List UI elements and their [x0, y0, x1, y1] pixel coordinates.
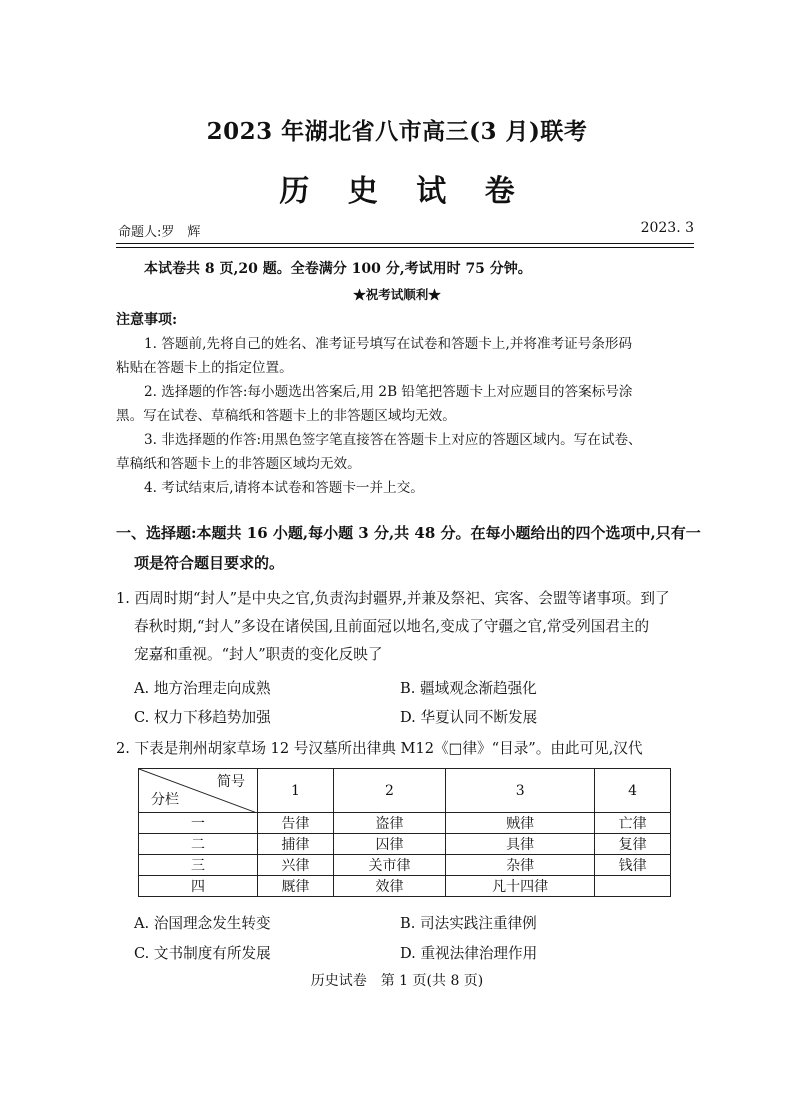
table-cell: 凡十四律: [446, 876, 595, 897]
table-cell: 厩律: [258, 876, 334, 897]
table-column-header: 2: [333, 769, 445, 813]
table-cell: 关市律: [333, 855, 445, 876]
corner-bottom-label: 分栏: [151, 792, 179, 808]
table-cell: 杂律: [446, 855, 595, 876]
header-rule-thick: [116, 243, 694, 244]
table-cell: 复律: [595, 834, 671, 855]
table-cell: 盗律: [333, 813, 445, 834]
table-cell: 具律: [446, 834, 595, 855]
row-label: 四: [139, 876, 258, 897]
table-cell: 亡律: [595, 813, 671, 834]
table-cell: 捕律: [258, 834, 334, 855]
question-1-stem: 春秋时期,“封人”多设在诸侯国,且前面冠以地名,变成了守疆之官,常受列国君主的: [134, 618, 650, 635]
question-2-stem: 2. 下表是荆州胡家草场 12 号汉墓所出律典 M12《□律》“目录”。由此可见,汉代: [116, 740, 643, 757]
header-rule-thin: [116, 247, 694, 248]
question-1-stem: 1. 西周时期“封人”是中央之官,负责沟封疆界,并兼及祭祀、宾客、会盟等诸事项。到了: [116, 590, 670, 607]
question-1-option-b: B. 疆域观念渐趋强化: [400, 680, 537, 697]
page-footer: 历史试卷 第 1 页(共 8 页): [310, 973, 484, 989]
good-luck-line: ★祝考试顺利★: [353, 287, 441, 302]
table-cell: 兴律: [258, 855, 334, 876]
question-2-option-b: B. 司法实践注重律例: [400, 915, 537, 932]
table-cell: 钱律: [595, 855, 671, 876]
table-row: [139, 855, 671, 876]
table-cell: [595, 876, 671, 897]
table-column-header: 1: [258, 769, 334, 813]
row-label: 二: [139, 834, 258, 855]
exam-date: 2023. 3: [640, 220, 694, 236]
question-1-option-a: A. 地方治理走向成熟: [134, 680, 271, 697]
section-heading: 一、选择题:本题共 16 小题,每小题 3 分,共 48 分。在每小题给出的四个选项中,只有一: [116, 524, 701, 542]
table-cell: 效律: [333, 876, 445, 897]
table-cell: 告律: [258, 813, 334, 834]
table-column-header: 3: [446, 769, 595, 813]
law-catalog-table: [138, 768, 671, 897]
note-line: 1. 答题前,先将自己的姓名、准考证号填写在试卷和答题卡上,并将准考证号条形码: [144, 336, 633, 352]
table-column-header: 4: [595, 769, 671, 813]
row-label: 三: [139, 855, 258, 876]
note-line: 黑。写在试卷、草稿纸和答题卡上的非答题区域均无效。: [116, 408, 456, 424]
table-cell: 囚律: [333, 834, 445, 855]
table-row: [139, 876, 671, 897]
question-1-option-c: C. 权力下移趋势加强: [134, 709, 271, 726]
subject-title: 历 史 试 卷: [279, 174, 529, 209]
note-line: 草稿纸和答题卡上的非答题区域均无效。: [116, 456, 361, 472]
notes-title: 注意事项:: [116, 312, 178, 328]
section-heading-cont: 项是符合题目要求的。: [134, 554, 285, 572]
exam-intro: 本试卷共 8 页,20 题。全卷满分 100 分,考试用时 75 分钟。: [144, 261, 532, 277]
row-label: 一: [139, 813, 258, 834]
note-line: 粘贴在答题卡上的指定位置。: [116, 360, 293, 376]
note-line: 3. 非选择题的作答:用黑色签字笔直接答在答题卡上对应的答题区域内。写在试卷、: [144, 432, 642, 448]
question-2-option-d: D. 重视法律治理作用: [400, 945, 538, 962]
question-1-option-d: D. 华夏认同不断发展: [400, 709, 538, 726]
table-header-row: [139, 769, 671, 813]
table-row: [139, 813, 671, 834]
note-line: 4. 考试结束后,请将本试卷和答题卡一并上交。: [144, 480, 424, 496]
exam-title: 2023 年湖北省八市高三(3 月)联考: [206, 118, 588, 145]
question-2-option-a: A. 治国理念发生转变: [134, 915, 271, 932]
question-2-option-c: C. 文书制度有所发展: [134, 945, 271, 962]
table-corner-cell: [139, 769, 258, 813]
question-1-stem: 宠嘉和重视。“封人”职责的变化反映了: [134, 646, 383, 663]
corner-top-label: 简号: [217, 774, 245, 790]
table-cell: 贼律: [446, 813, 595, 834]
author-line: 命题人:罗 辉: [118, 225, 201, 240]
note-line: 2. 选择题的作答:每小题选出答案后,用 2B 铅笔把答题卡上对应题目的答案标号涂: [144, 384, 633, 400]
table-row: [139, 834, 671, 855]
